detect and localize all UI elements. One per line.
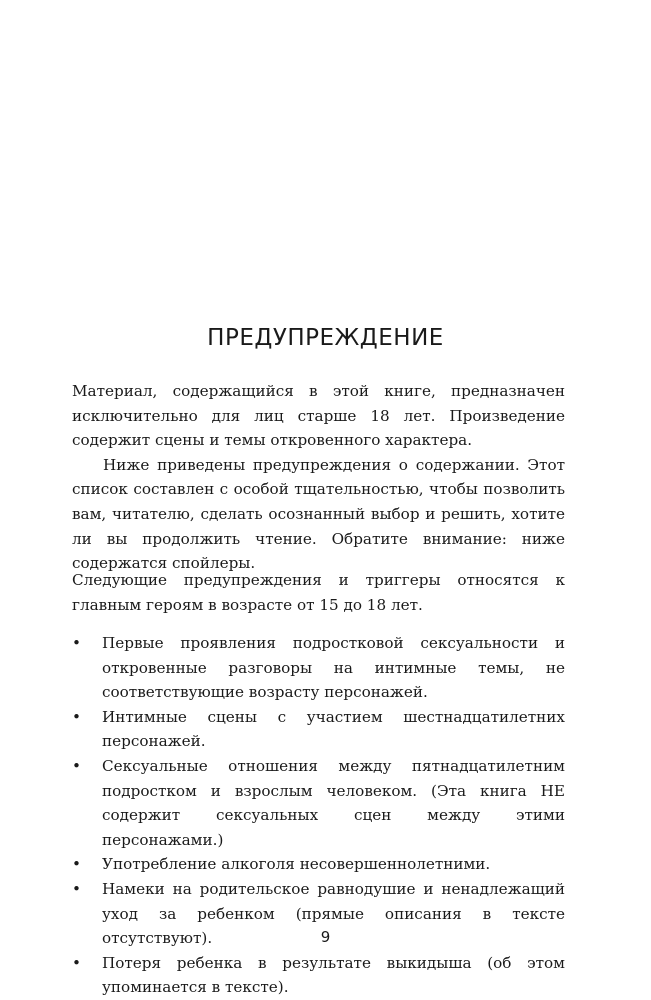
page-title: ПРЕДУПРЕЖДЕНИЕ [207,325,444,351]
list-item [72,951,565,1000]
bullet-icon: • [72,707,81,726]
paragraph-age-restriction: Материал, содержащийся в этой книге, предназначен исключительно для лиц старше 18 лет. Произведение содержит сцены и темы откровенного характера. [72,382,565,450]
list-item [72,852,565,877]
list-item [72,754,565,852]
page-number: 9 [320,928,331,946]
list-item-text: Интимные сцены с участием шестнадцатилетних персонажей. [102,707,565,751]
list-item-text: Первые проявления подростковой сексуальности и откровенные разговоры на интимные темы, не соответствующие возрасту персонажей. [102,634,565,702]
bullet-icon: • [72,855,81,874]
bullet-icon: • [72,953,81,972]
paragraph-triggers-note: Следующие предупреждения и триггеры относятся к главным героям в возрасте от 15 до 18 лет. [72,571,565,614]
bullet-icon: • [72,634,81,652]
bullet-icon: • [72,756,81,775]
paragraph-warnings-explanation: Ниже приведены предупреждения о содержании. Этот список составлен с особой тщательностью, чтобы позволить вам, читателю, сделать осознанный выбор и решить, хотите ли вы продолжить чтение. Обратите внимание: ниже содержатся спойлеры. [72,455,565,573]
list-item-text: Употребление алкоголя несовершеннолетними. [102,855,491,874]
list-item-text: Намеки на родительское равнодушие и ненадлежащий уход за ребенком (прямые описания в тексте отсутствуют). [102,879,565,948]
list-item-text: Потеря ребенка в результате выкидыша (об этом упоминается в тексте). [102,953,565,997]
list-item [72,631,565,705]
content-warning-intro [72,379,565,576]
list-item-text: Сексуальные отношения между пятнадцатилетним подростком и взрослым человеком. (Эта книга НЕ содержит сексуальных сцен между этими персонажами.) [102,756,565,849]
triggers-note [72,568,565,617]
list-item [72,705,565,754]
bullet-icon: • [72,879,81,898]
